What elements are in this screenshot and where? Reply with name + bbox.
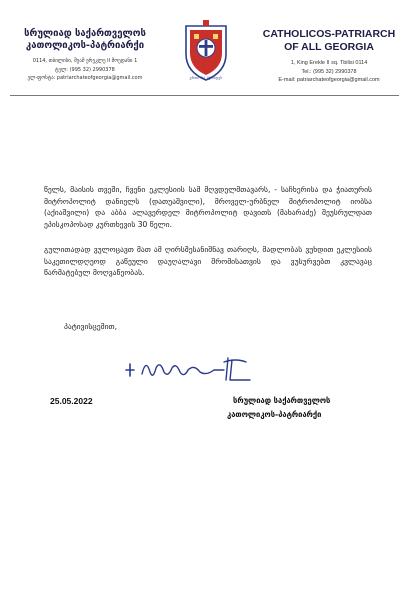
letterhead-address: 0114, თბილისი, შუამ ერეკლე II მოედანი 1 (32, 58, 138, 64)
letterhead-title-line1: სრულიად საქართველოს (24, 28, 146, 39)
emblem-caption: ერთი რა ჰქონდეს (189, 76, 223, 80)
header-divider (10, 95, 399, 96)
letterhead-title-en-line1: CATHOLICOS-PATRIARCH (262, 28, 396, 40)
letter-paragraph-2: გულითადად ვულოცავთ მათ ამ ღირსშესანიშნავ თარიღს, მადლობას ვუხდით ეკლესიის საკეთილდღეოდ გაწეული დაუღალავი შრომისათვის და ვუსურვებთ კვლავაც წარმატებულ მოღვაწეობას. (44, 245, 372, 278)
signer-title-line2: კათოლიკოს-პატრიარქი (227, 410, 322, 419)
letterhead-georgian (10, 28, 160, 83)
letter-paragraph-1: წელს, მაისის თვეში, ჩვენი ეკლესიის სამ მღვდელმთავარს, - საჩხერისა და ჭიათურის მიტროპოლიტ დანიელს (დათუაშვილი), მროველ-ურბნელ მიტროპოლიტ იობსა (აქიაშვილი) და აბბა ალავერდელ მიტროპოლიტ დავითს (მახარაძე) შეუსრულდათ ეპისკოპოსად კურთხევის 30 წელი. (44, 185, 372, 229)
letterhead-phone-en: Tel.: (995 32) 2990378 (301, 68, 357, 75)
signer-title-line1: სრულიად საქართველოს (233, 396, 331, 405)
letterhead-email: ელ-ფოსტა: patriarchateofgeorgia@gmail.com (27, 75, 143, 81)
letterhead-address-en: 1, King Erekle II sq. Tbilisi 0114 (290, 60, 368, 66)
letterhead-title-line2: კათოლიკოს-პატრიარქი (25, 40, 145, 51)
handwritten-signature (120, 350, 260, 388)
letterhead-title-en-line2: OF ALL GEORGIA (284, 41, 374, 53)
letterhead-english (253, 28, 405, 85)
letterhead-phone: ტელ: (995 32) 2990378 (55, 66, 115, 73)
letterhead-email-en: E-mail: patriarchateofgeorgia@gmail.com (278, 77, 380, 83)
letter-date: 25.05.2022 (50, 396, 93, 406)
patriarchate-emblem-icon (180, 18, 232, 82)
letter-closing-greeting: პატივისცემით, (64, 322, 117, 331)
